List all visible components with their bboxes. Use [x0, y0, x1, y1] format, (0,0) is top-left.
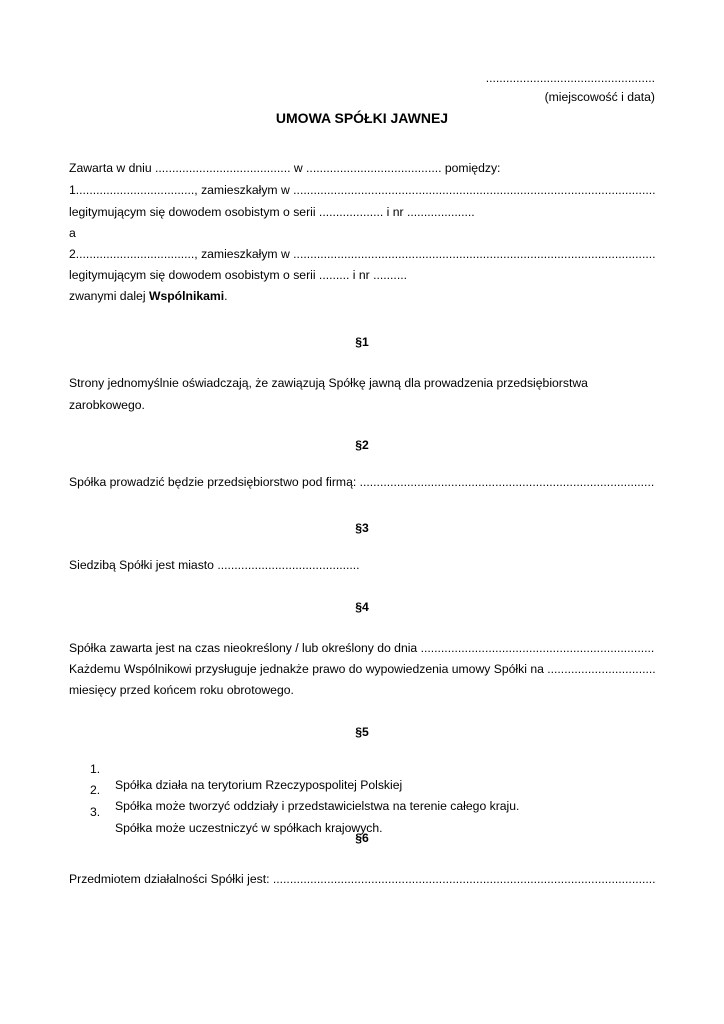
section-3-line1: Siedzibą Spółki jest miasto .......................................... — [69, 558, 360, 572]
section-1-heading: §1 — [355, 335, 369, 349]
partners-suffix: . — [224, 289, 228, 303]
section-6-fill — [273, 871, 655, 887]
section-2-heading: §2 — [355, 438, 369, 452]
party2-line — [69, 246, 655, 262]
intro-line: Zawarta w dniu ........................................ w ........................................ pomiędzy: — [69, 161, 501, 175]
section-6-prefix: Przedmiotem działalności Spółki jest: — [69, 872, 273, 886]
partners-prefix: zwanymi dalej — [69, 289, 149, 303]
section-4-heading: §4 — [355, 600, 369, 614]
section-4-line1-prefix: Spółka zawarta jest na czas nieokreślony / lub określony do dnia — [69, 641, 421, 655]
section-5-item-text: Spółka działa na terytorium Rzeczypospolitej Polskiej — [115, 778, 403, 792]
party2-id-line: legitymującym się dowodem osobistym o serii ......... i nr .......... — [69, 268, 407, 282]
partners-line — [69, 288, 655, 304]
partners-bold: Wspólnikami — [148, 289, 225, 303]
section-4-line3: miesięcy przed końcem roku obrotowego. — [69, 683, 294, 697]
section-2-prefix: Spółka prowadzić będzie przedsiębiorstwo pod firmą: — [69, 475, 360, 489]
section-2-line1 — [69, 474, 655, 490]
section-5-item-text: Spółka może tworzyć oddziały i przedstawicielstwa na terenie całego kraju. — [115, 799, 520, 813]
party1-prefix: 1..................................., zamieszkałym w — [69, 183, 294, 197]
document-title: UMOWA SPÓŁKI JAWNEJ — [275, 110, 449, 126]
section-1-line1: Strony jednomyślnie oświadczają, że zawiązują Spółkę jawną dla prowadzenia przedsiębiorstwa — [69, 376, 588, 390]
section-4-line1-fill — [421, 640, 655, 656]
section-5-item-number: 3. — [90, 805, 101, 819]
party1-line — [69, 182, 655, 198]
place-date-label: (miejscowość i data) — [544, 90, 655, 104]
section-6-line1 — [69, 871, 655, 887]
place-date-dots: .................................................. — [485, 71, 655, 85]
section-5-heading: §5 — [355, 725, 369, 739]
section-5-item-number: 1. — [90, 762, 101, 776]
section-2-fill — [360, 474, 655, 490]
section-1-line2: zarobkowego. — [69, 398, 145, 412]
section-4-line2-fill — [547, 661, 655, 677]
section-4-line2-prefix: Każdemu Wspólnikowi przysługuje jednakże prawo do wypowiedzenia umowy Spółki na — [69, 662, 548, 676]
section-4-line2 — [69, 661, 655, 677]
party2-prefix: 2..................................., zamieszkałym w — [69, 247, 294, 261]
section-5-item-number: 2. — [90, 783, 101, 797]
and-line: a — [69, 226, 76, 240]
section-3-heading: §3 — [355, 521, 369, 535]
party1-fill — [293, 182, 655, 198]
section-6-heading: §6 — [355, 831, 369, 845]
section-4-line1 — [69, 640, 655, 656]
party2-fill — [293, 246, 655, 262]
section-5-item-text: Spółka może uczestniczyć w spółkach krajowych. — [115, 821, 383, 835]
party1-id-line: legitymującym się dowodem osobistym o serii ................... i nr .................... — [69, 205, 475, 219]
